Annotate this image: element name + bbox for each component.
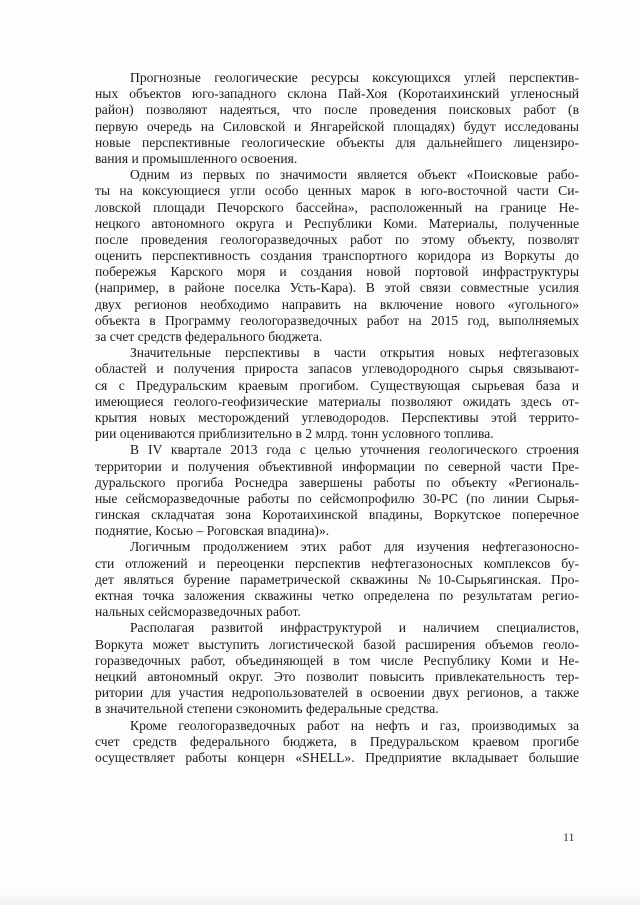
text-line: В IV квартале 2013 года с целью уточнения геологического строения: [130, 442, 579, 458]
text-line: Кроме геологоразведочных работ на нефть и газ, производимых за: [130, 717, 579, 733]
paragraph-parametric-well: [95, 539, 579, 620]
text-line: побережья Карского моря и создания новой портовой инфраструктуры: [95, 264, 579, 280]
text-line: оценить перспективность создания транспортного коридора из Воркуты до: [95, 248, 579, 264]
text-line: дуральского прогиба Роснедра завершены работы по объекту «Региональ-: [95, 474, 579, 490]
text-line: горазведочных работ, объединяющей в том числе Республику Коми и Не-: [95, 652, 579, 668]
text-line: нальных сейсморазведочных работ.: [95, 604, 301, 620]
text-line: счет средств федерального бюджета, в Предуральском краевом прогибе: [95, 733, 579, 749]
text-line: Располагая развитой инфраструктурой и наличием специалистов,: [130, 620, 579, 636]
text-line: гинская складчатая зона Коротаихинской впадины, Воркутское поперечное: [95, 507, 579, 523]
text-line: после проведения геологоразведочных работ по этому объекту, позволят: [95, 231, 579, 247]
text-line: Значительные перспективы в части открытия новых нефтегазовых: [130, 345, 579, 361]
scan-edge: [0, 893, 640, 905]
paragraph-vorkuta-logistics: [95, 620, 579, 717]
text-line: нецкий автономный округ. Это позволит повысить привлекательность тер-: [95, 668, 579, 684]
text-line: территории и получения объективной информации по северной части Пре-: [95, 458, 579, 474]
text-line: сти отложений и переоценки перспектив нефтегазоносных комплексов бу-: [95, 555, 579, 571]
page-number: 11: [563, 830, 575, 844]
text-line: поднятие, Косью – Роговская впадина)».: [95, 523, 330, 539]
text-line: (например, в районе поселка Усть-Кара). В этой связи совместные усилия: [95, 280, 579, 296]
text-line: ты на коксующиеся угли особо ценных марок в юго-восточной части Си-: [95, 183, 579, 199]
text-line: Воркута может выступить логистической базой расширения объемов геоло-: [95, 636, 579, 652]
paragraph-shell: [95, 718, 579, 767]
text-line: в значительной степени сэкономить федеральные средства.: [95, 701, 439, 717]
paragraph-silovskaya-object: [95, 167, 579, 345]
text-line: ритории для участия недропользователей в освоении двух регионов, а также: [95, 685, 579, 701]
text-line: Прогнозные геологические ресурсы коксующихся углей перспектив-: [130, 70, 579, 85]
paragraph-oil-gas-prospects: [95, 345, 579, 442]
paragraph-coal-resources: [95, 70, 579, 167]
text-line: район) позволяют надеяться, что после проведения поисковых работ (в: [95, 102, 579, 118]
text-line: первую очередь на Силовской и Янгарейской площадях) будут исследованы: [95, 118, 579, 134]
text-line: крытия новых месторождений углеводородов. Перспективы этой террито-: [95, 409, 579, 425]
text-line: дет являться бурение параметрической скважины №10-Сырьягинская. Про-: [95, 571, 579, 587]
text-line: Одним из первых по значимости является объект «Поисковые рабо-: [130, 167, 579, 183]
text-line: объекта в Программу геологоразведочных работ на 2015 год, выполняемых: [95, 312, 579, 328]
text-line: областей и получения прироста запасов углеводородного сырья связывают-: [95, 361, 579, 377]
body-text: [95, 70, 579, 766]
text-line: ные сейсморазведочные работы по сейсмопрофилю 30-РС (по линии Сырья-: [95, 490, 579, 506]
text-line: имеющиеся геолого-геофизические материалы позволяют ожидать здесь от-: [95, 393, 579, 409]
text-line: осуществляет работы концерн «SHELL». Предприятие вкладывает большие: [95, 749, 579, 765]
text-line: вания и промышленного освоения.: [95, 150, 298, 166]
text-line: рии оцениваются приблизительно в 2 млрд. тонн условного топлива.: [95, 426, 494, 442]
text-line: ных объектов юго-западного склона Пай-Хоя (Коротаихинский угленосный: [95, 86, 579, 102]
text-line: новые перспективные геологические объекты для дальнейшего лицензиро-: [95, 134, 579, 150]
text-line: ектная точка заложения скважины четко определена по результатам регио-: [95, 588, 579, 603]
text-line: за счет средств федерального бюджета.: [95, 329, 323, 344]
text-line: нецкого автономного округа и Республики Коми. Материалы, полученные: [95, 215, 579, 231]
text-line: ловской площади Печорского бассейна», расположенный на границе Не-: [95, 199, 579, 215]
paragraph-seismic-works: [95, 442, 579, 539]
text-line: двух регионов необходимо направить на включение нового «угольного»: [95, 296, 579, 312]
text-line: Логичным продолжением этих работ для изучения нефтегазоносно-: [130, 539, 579, 555]
text-line: ся с Предуральским краевым прогибом. Существующая сырьевая база и: [95, 377, 579, 393]
